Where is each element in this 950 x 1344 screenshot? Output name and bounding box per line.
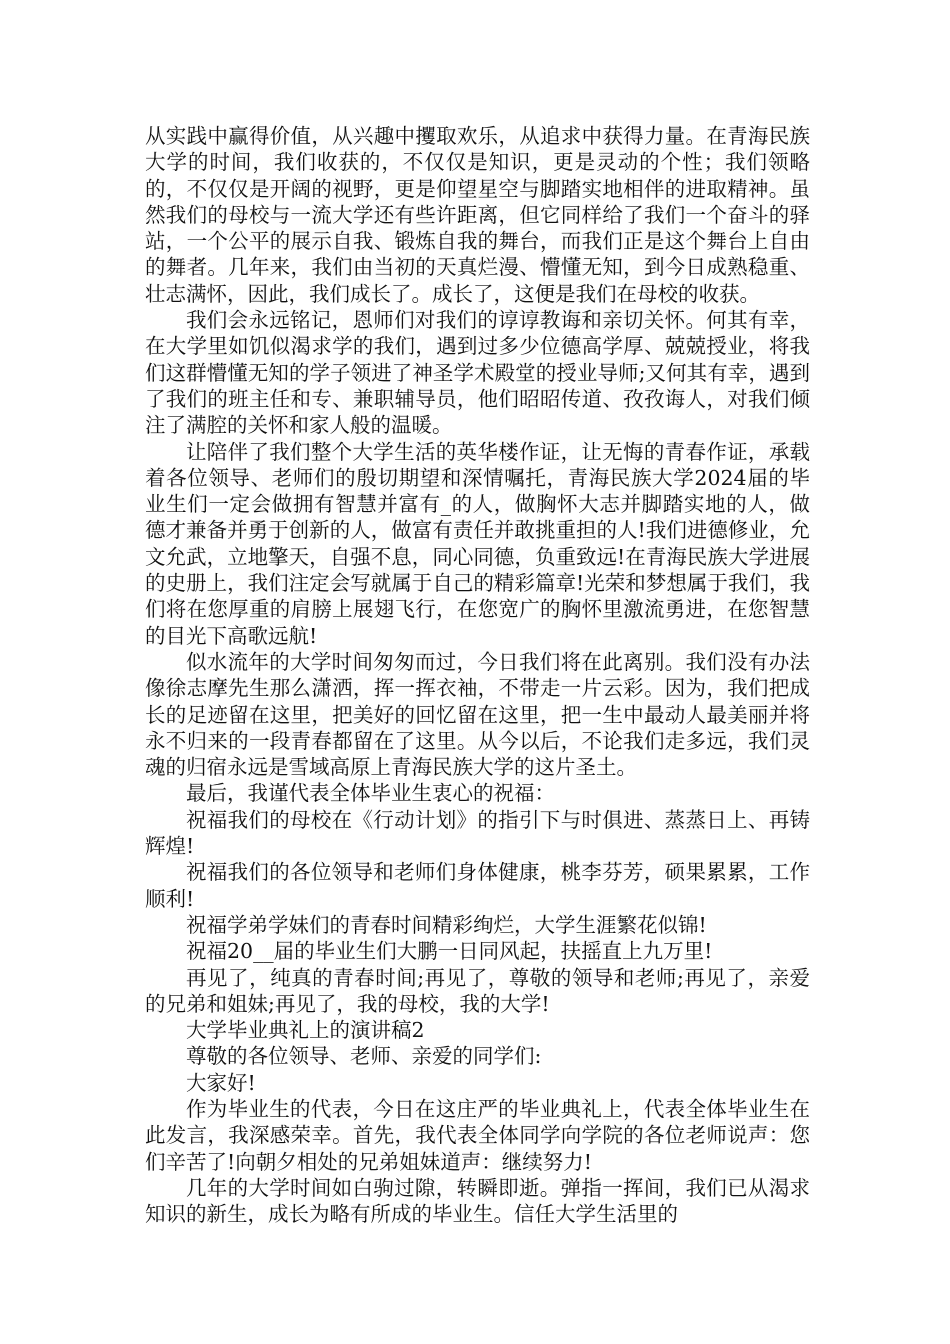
salutation: 尊敬的各位领导、老师、亲爱的同学们:: [186, 1044, 542, 1069]
paragraph-10: 再见了，纯真的青春时间;再见了，尊敬的领导和老师;再见了，亲爱的兄弟和姐妹;再见了，我的母校，我的大学!: [145, 965, 810, 1016]
paragraph-15: 几年的大学时间如白驹过隙，转瞬即逝。弹指一挥间，我们已从渴求知识的新生，成长为略有所成的毕业生。信任大学生活里的: [145, 1175, 810, 1227]
document-body: [145, 123, 810, 1227]
paragraph-1: 从实践中赢得价值，从兴趣中攫取欢乐，从追求中获得力量。在青海民族大学的时间，我们收获的，不仅仅是知识，更是灵动的个性；我们领略的，不仅仅是开阔的视野，更是仰望星空与脚踏实地相伴的进取精神。虽然我们的母校与一流大学还有些许距离，但它同样给了我们一个奋斗的驿站，一个公平的展示自我、锻炼自我的舞台，而我们正是这个舞台上自由的舞者。几年来，我们由当初的天真烂漫、懵懂无知，到今日成熟稳重、壮志满怀，因此，我们成长了。成长了，这便是我们在母校的收获。: [145, 124, 810, 306]
paragraph-9: 祝福20__届的毕业生们大鹏一日同风起，扶摇直上九万里!: [186, 939, 713, 964]
paragraph-8: 祝福学弟学妹们的青春时间精彩绚烂，大学生涯繁花似锦!: [186, 912, 707, 937]
paragraph-6: 祝福我们的母校在《行动计划》的指引下与时俱进、蒸蒸日上、再铸辉煌!: [145, 807, 810, 859]
section-heading: 大学毕业典礼上的演讲稿2: [186, 1018, 425, 1043]
greeting: 大家好!: [186, 1070, 256, 1095]
paragraph-2: 我们会永远铭记，恩师们对我们的谆谆教诲和亲切关怀。何其有幸，在大学里如饥似渴求学的我们，遇到过多少位德高学厚、兢兢授业，将我们这群懵懂无知的学子领进了神圣学术殿堂的授业导师;又何其有幸，遇到了我们的班主任和专、兼职辅导员，他们昭昭传道、孜孜诲人，对我们倾注了满腔的关怀和家人般的温暖。: [145, 308, 810, 438]
paragraph-3: 让陪伴了我们整个大学生活的英华楼作证，让无悔的青春作证，承载着各位领导、老师们的殷切期望和深情嘱托，青海民族大学2024届的毕业生们一定会做拥有智慧并富有_的人，做胸怀大志并脚踏实地的人，做德才兼备并勇于创新的人，做富有责任并敢挑重担的人!我们进德修业，允文允武，立地擎天，自强不息，同心同德，负重致远!在青海民族大学进展的史册上，我们注定会写就属于自己的精彩篇章!光荣和梦想属于我们，我们将在您厚重的肩膀上展翅飞行，在您宽广的胸怀里激流勇进，在您智慧的目光下高歌远航!: [145, 439, 810, 648]
paragraph-4: 似水流年的大学时间匆匆而过，今日我们将在此离别。我们没有办法像徐志摩先生那么潇洒，挥一挥衣袖，不带走一片云彩。因为，我们把成长的足迹留在这里，把美好的回忆留在这里，把一生中最动人最美丽并将永不归来的一段青春都留在了这里。从今以后，不论我们走多远，我们灵魂的归宿永远是雪域高原上青海民族大学的这片圣土。: [145, 649, 810, 780]
paragraph-5: 最后，我谨代表全体毕业生衷心的祝福：: [186, 781, 555, 806]
paragraph-14: 作为毕业生的代表，今日在这庄严的毕业典礼上，代表全体毕业生在此发言，我深感荣幸。首先，我代表全体同学向学院的各位老师说声：您们辛苦了!向朝夕相处的兄弟姐妹道声：继续努力!: [145, 1096, 810, 1174]
paragraph-7: 祝福我们的各位领导和老师们身体健康，桃李芬芳，硕果累累，工作顺利!: [145, 860, 810, 911]
